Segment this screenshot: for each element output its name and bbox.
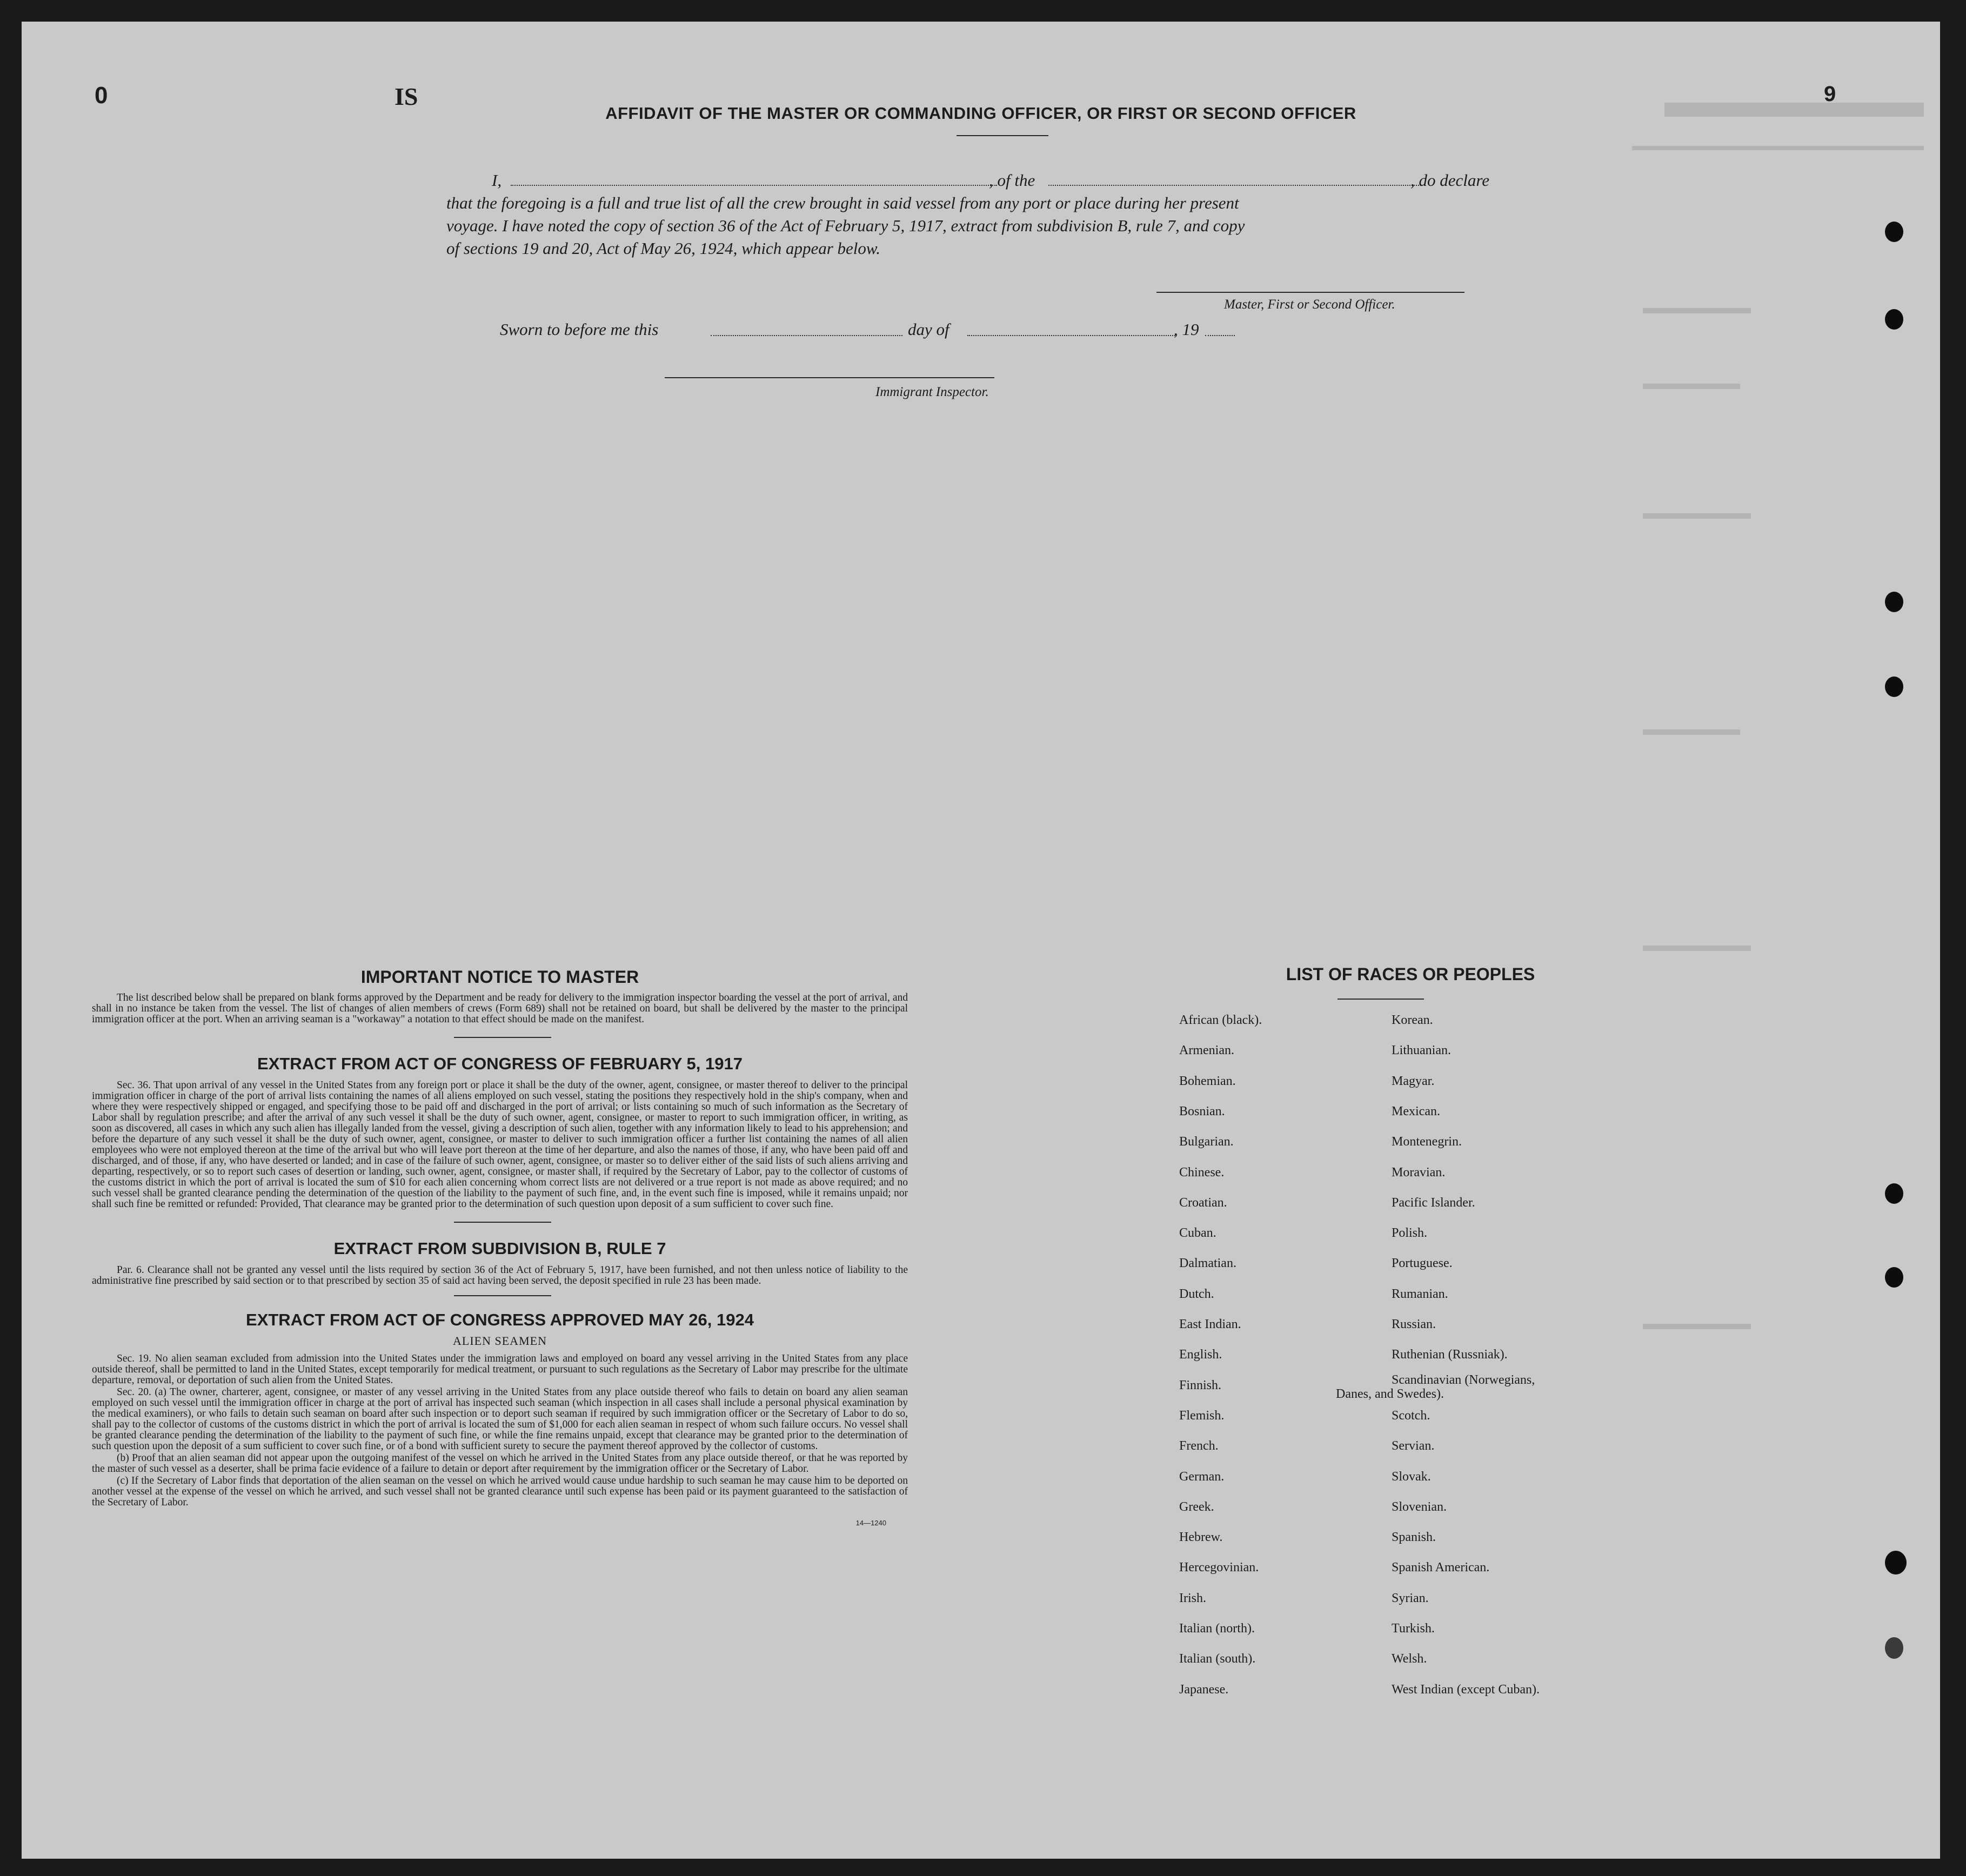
document-page [22,22,1940,1859]
race-item: Bosnian. [1179,1104,1225,1118]
race-item: Dutch. [1179,1287,1214,1301]
race-item: Spanish American. [1392,1560,1490,1575]
sworn-year-line [1205,335,1235,336]
par-6-text: Par. 6. Clearance shall not be granted any vessel until the lists required by section 36 of the Act of February 5, 1917, have been furnished, and not then unless notice of liability to the administrative fine prescribed by said section or to that prescribed by section 35 of said act having been served, the deposit specified in rule 23 has been made. [92,1264,908,1287]
alien-seamen-subtitle: ALIEN SEAMEN [453,1334,547,1348]
affidavit-line-2: that the foregoing is a full and true list of all the crew brought in said vessel from any port or place during her present [446,193,1239,212]
race-item: Chinese. [1179,1165,1225,1180]
race-item: Cuban. [1179,1226,1216,1241]
race-item: Moravian. [1392,1165,1446,1180]
sworn-day-line [711,335,902,336]
punch-hole [1885,309,1903,330]
race-item: Servian. [1392,1439,1435,1453]
affidavit-title: AFFIDAVIT OF THE MASTER OR COMMANDING OFFICER, OR FIRST OR SECOND OFFICER [605,104,1356,123]
extract-1924-title: EXTRACT FROM ACT OF CONGRESS APPROVED MAY 26, 1924 [246,1310,754,1329]
extract-1924-body [92,1354,908,1508]
race-item: Rumanian. [1392,1287,1448,1301]
master-signature-line [1156,292,1465,293]
section-divider [454,1295,551,1296]
declarant-prefix: I, [492,171,502,190]
race-item: English. [1179,1348,1222,1362]
punch-hole [1885,1183,1903,1204]
races-title-divider [1338,999,1424,1000]
corner-mark-right: 9 [1824,82,1836,106]
race-item: Magyar. [1392,1074,1435,1088]
race-item: Scandinavian (Norwegians, [1392,1372,1535,1387]
affidavit-line-4: of sections 19 and 20, Act of May 26, 1924, which appear below. [446,239,881,258]
punch-hole [1885,592,1903,612]
race-item-continuation: Danes, and Swedes). [1336,1386,1444,1401]
punch-hole [1885,676,1903,697]
title-divider [957,135,1048,136]
sworn-month-line [967,335,1175,336]
form-number: 14—1240 [855,1519,886,1527]
race-item: Flemish. [1179,1408,1225,1423]
races-title: LIST OF RACES OR PEOPLES [1286,964,1535,984]
race-item: Irish. [1179,1591,1206,1605]
corner-mark-left: 0 [95,82,108,109]
legal-extracts [92,967,908,1527]
race-item: Hercegovinian. [1179,1560,1259,1575]
race-item: Italian (north). [1179,1622,1255,1636]
race-item: Scotch. [1392,1408,1430,1423]
race-item: African (black). [1179,1013,1262,1027]
punch-hole [1885,1267,1903,1288]
race-item: Bohemian. [1179,1074,1236,1088]
race-item: Spanish. [1392,1530,1436,1545]
extract-1917-body [92,1080,908,1210]
race-item: Pacific Islander. [1392,1195,1475,1210]
race-item: Croatian. [1179,1195,1227,1210]
race-item: Slovak. [1392,1469,1431,1484]
section-divider [454,1037,551,1038]
inspector-signature-line [665,377,994,378]
year-prefix: , 19 [1174,320,1199,339]
declarant-name-line [511,185,997,186]
punch-hole [1885,222,1903,242]
race-item: Russian. [1392,1317,1436,1331]
race-item: Italian (south). [1179,1652,1256,1666]
master-signature-label: Master, First or Second Officer. [1224,297,1395,312]
race-item: Hebrew. [1179,1530,1223,1545]
vessel-name-line [1048,185,1421,186]
declare-label: , do declare [1410,171,1490,190]
sec-20c-text: (c) If the Secretary of Labor finds that deportation of the alien seaman on the vessel on which he arrived would cause undue hardship to such seaman he may cause him to be deported on another vessel at the expense of the vessel on which he arrived, and such vessel shall not be granted clearance until such expense has been paid or its payment guaranteed to the satisfaction of the Secretary of Labor. [92,1475,908,1508]
race-item: Portuguese. [1392,1256,1453,1271]
race-item: Turkish. [1392,1622,1435,1636]
race-item: Korean. [1392,1013,1433,1027]
sec-36-text: Sec. 36. That upon arrival of any vessel in the United States from any foreign port or place it shall be the duty of the owner, agent, consignee, or master thereof to deliver to the principal immigration officer in charge of the port of arrival lists containing the names of all aliens employed on such vessel, stating the positions they respectively hold in the ship's company, when and where they were respectively shipped or engaged, and specifying those to be paid off and discharged in the port of arrival; or lists containing so much of such information as the Secretary of Labor shall by regulation prescribe; and after the arrival of any such vessel it shall be the duty of such owner, agent, consignee, or master to report to such immigration officer, in writing, as soon as discovered, all cases in which any such alien has illegally landed from the vessel, giving a description of such alien, together with any information likely to lead to his apprehension; and before the departure of any such vessel it shall be the duty of such owner, agent, consignee, or master to deliver to such immigration officer a further list containing the names of all alien employees who were not employed thereon at the time of the arrival but who will leave port thereon at the time of her departure, and also the names of those, if any, who have been paid off and discharged, and of those, if any, who have deserted or landed; and in case of the failure of such owner, agent, consignee, or master so to deliver either of the said lists of such aliens arriving and departing, respectively, or so to report such cases of desertion or landing, such owner, agent, consignee, or master shall, if required by the Secretary of Labor, pay to the collector of customs of the customs district in which the port of arrival is located the sum of $10 for each alien concerning whom correct lists are not delivered or a true report is not made as above required; and no such vessel shall be granted clearance pending the determination of the question of the liability to the payment of such fine, and, in the event such fine is imposed, while it remains unpaid; nor shall such fine be remitted or refunded: Provided, That clearance may be granted prior to the determination of such question upon deposit of a sum sufficient to cover such fine. [92,1080,908,1210]
punch-hole [1885,1637,1903,1659]
sec-20a-text: Sec. 20. (a) The owner, charterer, agent, consignee, or master of any vessel arriving in the United States from any place outside thereof who fails to detain on board any alien seaman employed on such vessel until the immigration officer in charge at the port of arrival has inspected such seaman (which inspection in all cases shall include a personal physical examination by the medical examiners), or who fails to detain such seaman on board after such inspection or to deport such seaman if required by such immigration officer or the Secretary of Labor to do so, shall pay to the collector of customs of the customs district in which the port of arrival is located the sum of $1,000 for each alien seaman in respect of whom such failure occurs. No vessel shall be granted clearance pending the determination of the liability to the payment of such fine, or while the fine remains unpaid, except that clearance may be granted prior to the determination of such question upon the deposit of a sum sufficient to cover such fine, or of a bond with sufficient surety to secure the payment thereof approved by the collector of customs. [92,1386,908,1452]
of-the-label: , of the [989,171,1035,190]
inspector-label: Immigrant Inspector. [875,385,989,399]
race-item: Welsh. [1392,1652,1427,1666]
race-item: Greek. [1179,1499,1214,1514]
race-item: Ruthenian (Russniak). [1392,1348,1508,1362]
race-item: Finnish. [1179,1378,1222,1392]
day-of-label: day of [908,320,949,339]
sec-19-text: Sec. 19. No alien seaman excluded from admission into the United States under the immigration laws and employed on board any vessel arriving in the United States from any place outside thereof, shall be permitted to land in the United States, except temporarily for medical treatment, or pursuant to such regulations as the Secretary of Labor may prescribe for the ultimate departure, removal, or deportation of such alien from the United States. [92,1353,908,1386]
notice-title: IMPORTANT NOTICE TO MASTER [360,967,639,987]
race-item: Dalmatian. [1179,1256,1236,1271]
race-item: West Indian (except Cuban). [1392,1682,1540,1697]
notice-text: The list described below shall be prepared on blank forms approved by the Department and be ready for delivery to the immigration inspector boarding the vessel at the port of arrival, and shall in no instance be taken from the vessel. The list of changes of alien members of crews (Form 689) shall not be retained on board, but shall be delivered by the master to the principal immigration officer at the port. When an arriving seaman is a "workaway" a notation to that effect should be made on the manifest. [92,992,908,1025]
race-item: Syrian. [1392,1591,1429,1605]
sec-20b-text: (b) Proof that an alien seaman did not appear upon the outgoing manifest of the vessel on which he arrived in the United States from any place outside thereof, or that he was reported by the master of such vessel as a deserter, shall be prima facie evidence of a failure to detain or deport after requirement by the immigration officer or the Secretary of Labor. [92,1452,908,1475]
race-item: Japanese. [1179,1682,1229,1697]
race-item: East Indian. [1179,1317,1241,1331]
rule-7-title: EXTRACT FROM SUBDIVISION B, RULE 7 [333,1239,666,1258]
affidavit-line-3: voyage. I have noted the copy of section 36 of the Act of February 5, 1917, extract from subdivision B, rule 7, and copy [446,216,1245,235]
race-item: Polish. [1392,1226,1428,1241]
bleed-through-marks [1632,81,1935,1810]
race-item: Slovenian. [1392,1499,1447,1514]
corner-code: IS [394,83,418,110]
sworn-label: Sworn to before me this [500,320,659,339]
race-item: Mexican. [1392,1104,1440,1118]
race-item: Armenian. [1179,1043,1234,1058]
punch-hole [1885,1551,1907,1574]
extract-1917-title: EXTRACT FROM ACT OF CONGRESS OF FEBRUARY 5, 1917 [257,1054,743,1073]
race-item: Lithuanian. [1392,1043,1451,1058]
notice-body [92,993,908,1025]
race-item: Montenegrin. [1392,1135,1462,1149]
race-item: French. [1179,1439,1219,1453]
rule-7-body [92,1265,908,1287]
race-item: Bulgarian. [1179,1135,1234,1149]
section-divider [454,1222,551,1223]
race-item: German. [1179,1469,1225,1484]
